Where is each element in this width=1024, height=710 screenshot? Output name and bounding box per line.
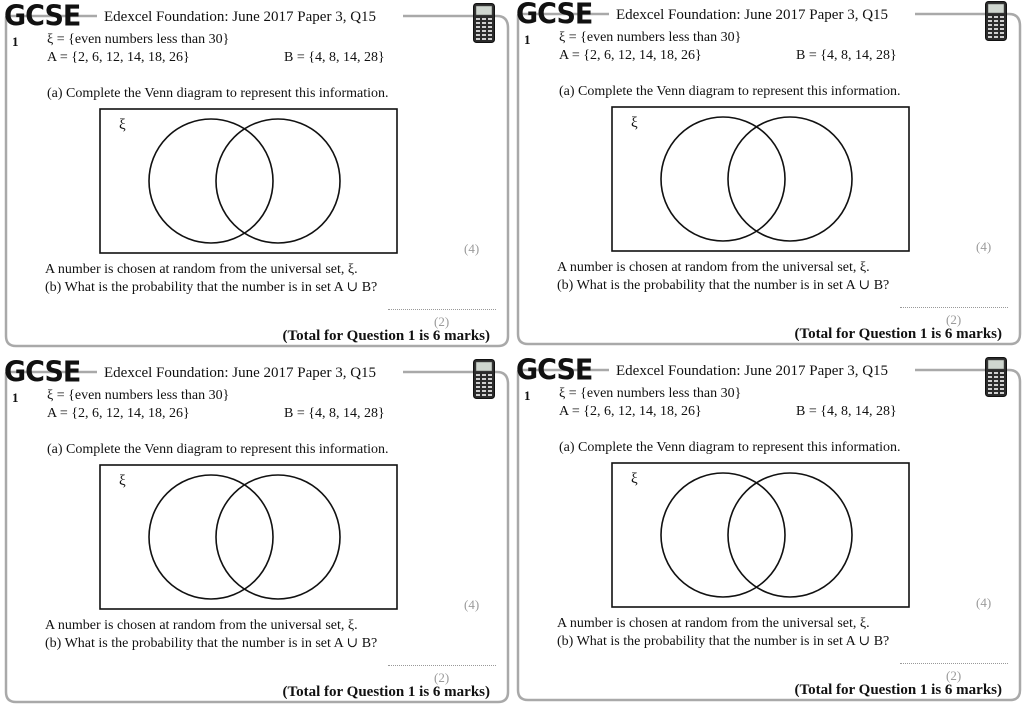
venn-xi-symbol: ξ: [119, 117, 126, 133]
part-a-question: (a) Complete the Venn diagram to represent this information.: [559, 440, 901, 455]
universal-set-definition: ξ = {even numbers less than 30}: [47, 32, 230, 47]
set-b-definition: B = {4, 8, 14, 28}: [796, 404, 897, 419]
universal-set-definition: ξ = {even numbers less than 30}: [47, 388, 230, 403]
set-b-definition: B = {4, 8, 14, 28}: [284, 406, 385, 421]
total-marks: (Total for Question 1 is 6 marks): [794, 682, 1002, 698]
total-marks: (Total for Question 1 is 6 marks): [282, 328, 490, 344]
part-b-intro: A number is chosen at random from the universal set, ξ.: [45, 618, 358, 633]
answer-line[interactable]: [388, 665, 496, 666]
part-a-question: (a) Complete the Venn diagram to represent this information.: [47, 86, 389, 101]
set-a-definition: A = {2, 6, 12, 14, 18, 26}: [47, 50, 190, 65]
set-b-definition: B = {4, 8, 14, 28}: [796, 48, 897, 63]
page-title: Edexcel Foundation: June 2017 Paper 3, Q15: [104, 9, 377, 25]
venn-diagram[interactable]: [611, 462, 910, 608]
set-a-definition: A = {2, 6, 12, 14, 18, 26}: [559, 48, 702, 63]
gcse-logo: GCSE: [516, 0, 593, 31]
question-number: 1: [12, 390, 19, 405]
calculator-icon: [473, 3, 495, 43]
universal-set-definition: ξ = {even numbers less than 30}: [559, 30, 742, 45]
part-b-intro: A number is chosen at random from the universal set, ξ.: [557, 616, 870, 631]
question-number: 1: [524, 32, 531, 47]
part-a-marks: (4): [976, 239, 992, 254]
part-b-marks: (2): [946, 668, 962, 683]
part-a-question: (a) Complete the Venn diagram to represent this information.: [47, 442, 389, 457]
calculator-icon: [473, 359, 495, 399]
venn-diagram[interactable]: [611, 106, 910, 252]
set-a-definition: A = {2, 6, 12, 14, 18, 26}: [47, 406, 190, 421]
venn-xi-symbol: ξ: [631, 115, 638, 131]
calculator-icon: [985, 357, 1007, 397]
venn-xi-symbol: ξ: [119, 473, 126, 489]
part-b-question: (b) What is the probability that the number is in set A ∪ B?: [557, 278, 890, 293]
part-b-intro: A number is chosen at random from the universal set, ξ.: [557, 260, 870, 275]
total-marks: (Total for Question 1 is 6 marks): [794, 326, 1002, 342]
part-b-marks: (2): [946, 312, 962, 327]
set-b-definition: B = {4, 8, 14, 28}: [284, 50, 385, 65]
worksheet-card-2: [512, 0, 1024, 352]
universal-set-box: [612, 107, 909, 251]
universal-set-box: [100, 109, 397, 253]
universal-set-box: [612, 463, 909, 607]
calculator-icon: [985, 1, 1007, 41]
page-title: Edexcel Foundation: June 2017 Paper 3, Q15: [616, 7, 889, 23]
part-b-question: (b) What is the probability that the number is in set A ∪ B?: [45, 280, 378, 295]
worksheet-card-4: [512, 354, 1024, 708]
worksheet-card-3: [0, 356, 512, 710]
venn-diagram[interactable]: [99, 464, 398, 610]
question-number: 1: [524, 388, 531, 403]
page-title: Edexcel Foundation: June 2017 Paper 3, Q15: [616, 363, 889, 379]
venn-diagram[interactable]: [99, 108, 398, 254]
part-b-question: (b) What is the probability that the number is in set A ∪ B?: [557, 634, 890, 649]
gcse-logo: GCSE: [4, 356, 81, 389]
part-a-marks: (4): [464, 241, 480, 256]
part-b-marks: (2): [434, 314, 450, 329]
part-b-marks: (2): [434, 670, 450, 685]
answer-line[interactable]: [388, 309, 496, 310]
part-b-question: (b) What is the probability that the number is in set A ∪ B?: [45, 636, 378, 651]
part-b-intro: A number is chosen at random from the universal set, ξ.: [45, 262, 358, 277]
total-marks: (Total for Question 1 is 6 marks): [282, 684, 490, 700]
question-number: 1: [12, 34, 19, 49]
universal-set-box: [100, 465, 397, 609]
part-a-marks: (4): [976, 595, 992, 610]
worksheet-card-1: [0, 0, 512, 354]
universal-set-definition: ξ = {even numbers less than 30}: [559, 386, 742, 401]
venn-xi-symbol: ξ: [631, 471, 638, 487]
gcse-logo: GCSE: [516, 354, 593, 387]
part-a-question: (a) Complete the Venn diagram to represent this information.: [559, 84, 901, 99]
answer-line[interactable]: [900, 663, 1008, 664]
page-title: Edexcel Foundation: June 2017 Paper 3, Q15: [104, 365, 377, 381]
gcse-logo: GCSE: [4, 0, 81, 33]
set-a-definition: A = {2, 6, 12, 14, 18, 26}: [559, 404, 702, 419]
answer-line[interactable]: [900, 307, 1008, 308]
part-a-marks: (4): [464, 597, 480, 612]
